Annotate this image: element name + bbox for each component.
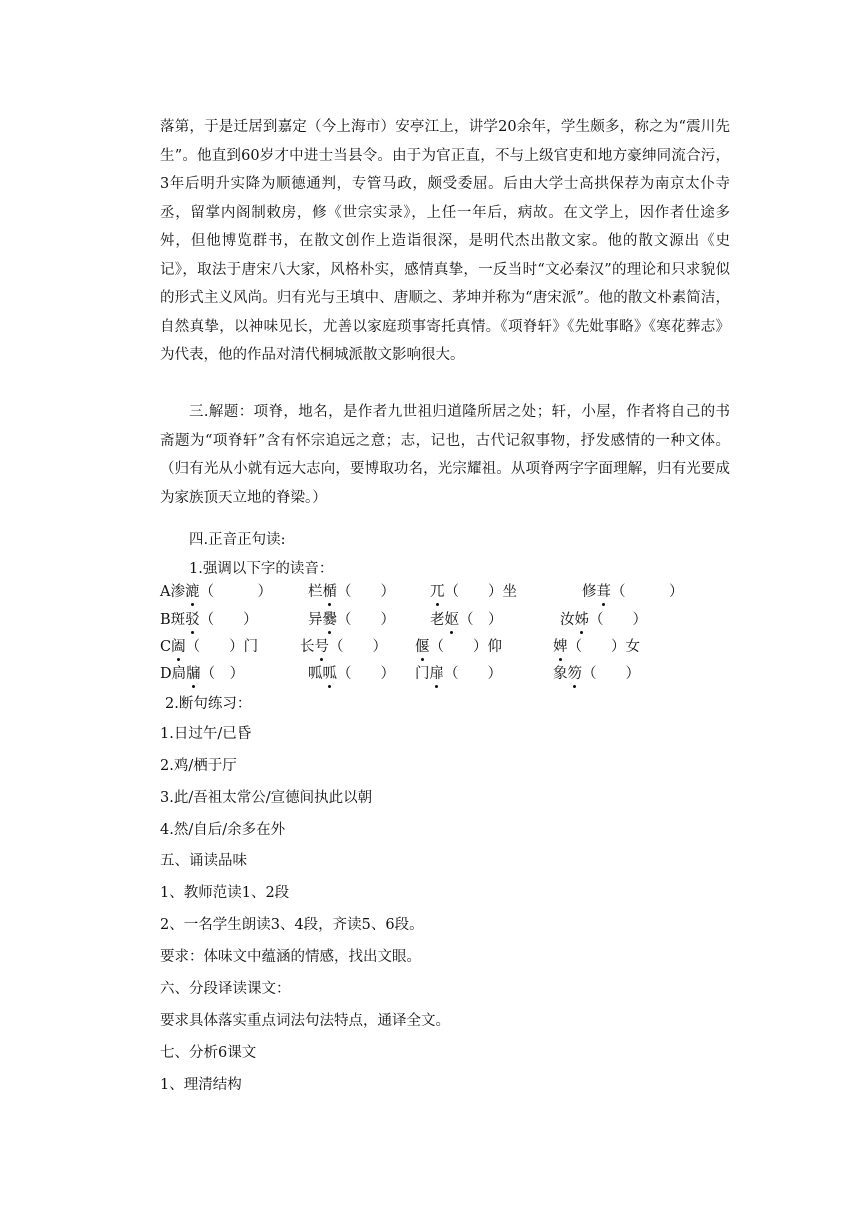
section-5-heading: 五、诵读品味 xyxy=(160,853,247,869)
section-6-heading: 六、分段译读课文： xyxy=(160,981,291,997)
pronunciation-instruction: 1.强调以下字的读音： xyxy=(189,561,334,577)
section-6-requirement: 要求具体落实重点词法句法特点，通译全文。 xyxy=(160,1013,450,1029)
pronunciation-item: 老妪（ ） xyxy=(430,612,503,628)
section-5-item: 1、教师范读1、2段 xyxy=(160,885,290,901)
sentence-break-item: 2.鸡/栖于厅 xyxy=(160,758,237,774)
pronunciation-item: 婢（ ）女 xyxy=(553,639,640,655)
pronunciation-item: 偃（ ）仰 xyxy=(415,639,502,655)
section-7-heading: 七、分析6课文 xyxy=(160,1045,257,1061)
pronunciation-item: 汝姊（ ） xyxy=(560,612,647,628)
pronunciation-item: 栏楯（ ） xyxy=(308,584,395,600)
sentence-break-item: 1.日过午/已昏 xyxy=(160,726,252,742)
section-5-item: 2、一名学生朗读3、4段，齐读5、6段。 xyxy=(160,917,424,933)
author-paragraph: 落第，于是迁居到嘉定（今上海市）安亭江上，讲学20余年，学生颇多，称之为“震川先生”。他直到60岁才中进士当县令。由于为官正直，不与上级官吏和地方豪绅同流合污，3年后明升实降为顺德通判，专管马政，颇受委屈。后由大学士高拱保荐为南京太仆寺丞，留掌内阁制敕房，修《世宗实录》，上任一年后，病故。在文学上，因作者仕途多舛，但他博览群书，在散文创作上造诣很深，是明代杰出散文家。他的散文源出《史记》，取法于唐宋八大家，风格朴实，感情真挚，一反当时“文必秦汉”的理论和只求貌似的形式主义风尚。归有光与王填中、唐顺之、茅坤并称为“唐宋派”。他的散文朴素简洁，自然真挚，以神味见长，尤善以家庭琐事寄托真情。《项脊轩》《先妣事略》《寒花葬志》为代表，他的作品对清代桐城派散文影响很大。 xyxy=(160,119,730,363)
section-5-requirement: 要求：体味文中蕴涵的情感，找出文眼。 xyxy=(160,949,421,965)
pronunciation-item: 异爨（ ） xyxy=(308,612,395,628)
pronunciation-item: 门扉（ ） xyxy=(415,666,502,682)
sentence-break-item: 3.此/吾祖太常公/宣德间执此以朝 xyxy=(160,790,373,806)
pronunciation-item: 长号（ ） xyxy=(300,639,387,655)
pronunciation-item: D扃牖（ ） xyxy=(160,666,245,682)
sentence-break-instruction: 2.断句练习： xyxy=(165,696,252,712)
pronunciation-item: C阖（ ）门 xyxy=(160,639,259,655)
pronunciation-item: 兀（ ）坐 xyxy=(430,584,517,600)
title-explanation-paragraph: 三.解题：项脊，地名，是作者九世祖归道隆所居之处；轩，小屋，作者将自己的书斋题为“项脊轩”含有怀宗追远之意；志，记也，古代记叙事物，抒发感情的一种文体。（归有光从小就有远大志向，要博取功名，光宗耀祖。从项脊两字字面理解，归有光要成为家族顶天立地的脊梁。） xyxy=(160,404,730,506)
pronunciation-item: A渗漉（ ） xyxy=(160,584,272,600)
section-4-heading: 四.正音正句读: xyxy=(189,532,286,548)
pronunciation-item: 呱呱（ ） xyxy=(308,666,395,682)
pronunciation-item: 修葺（ ） xyxy=(582,584,684,600)
section-7-item: 1、理清结构 xyxy=(160,1077,242,1093)
sentence-break-item: 4.然/自后/余多在外 xyxy=(160,822,286,838)
pronunciation-item: 象笏（ ） xyxy=(553,666,640,682)
pronunciation-item: B斑驳（ ） xyxy=(160,612,258,628)
